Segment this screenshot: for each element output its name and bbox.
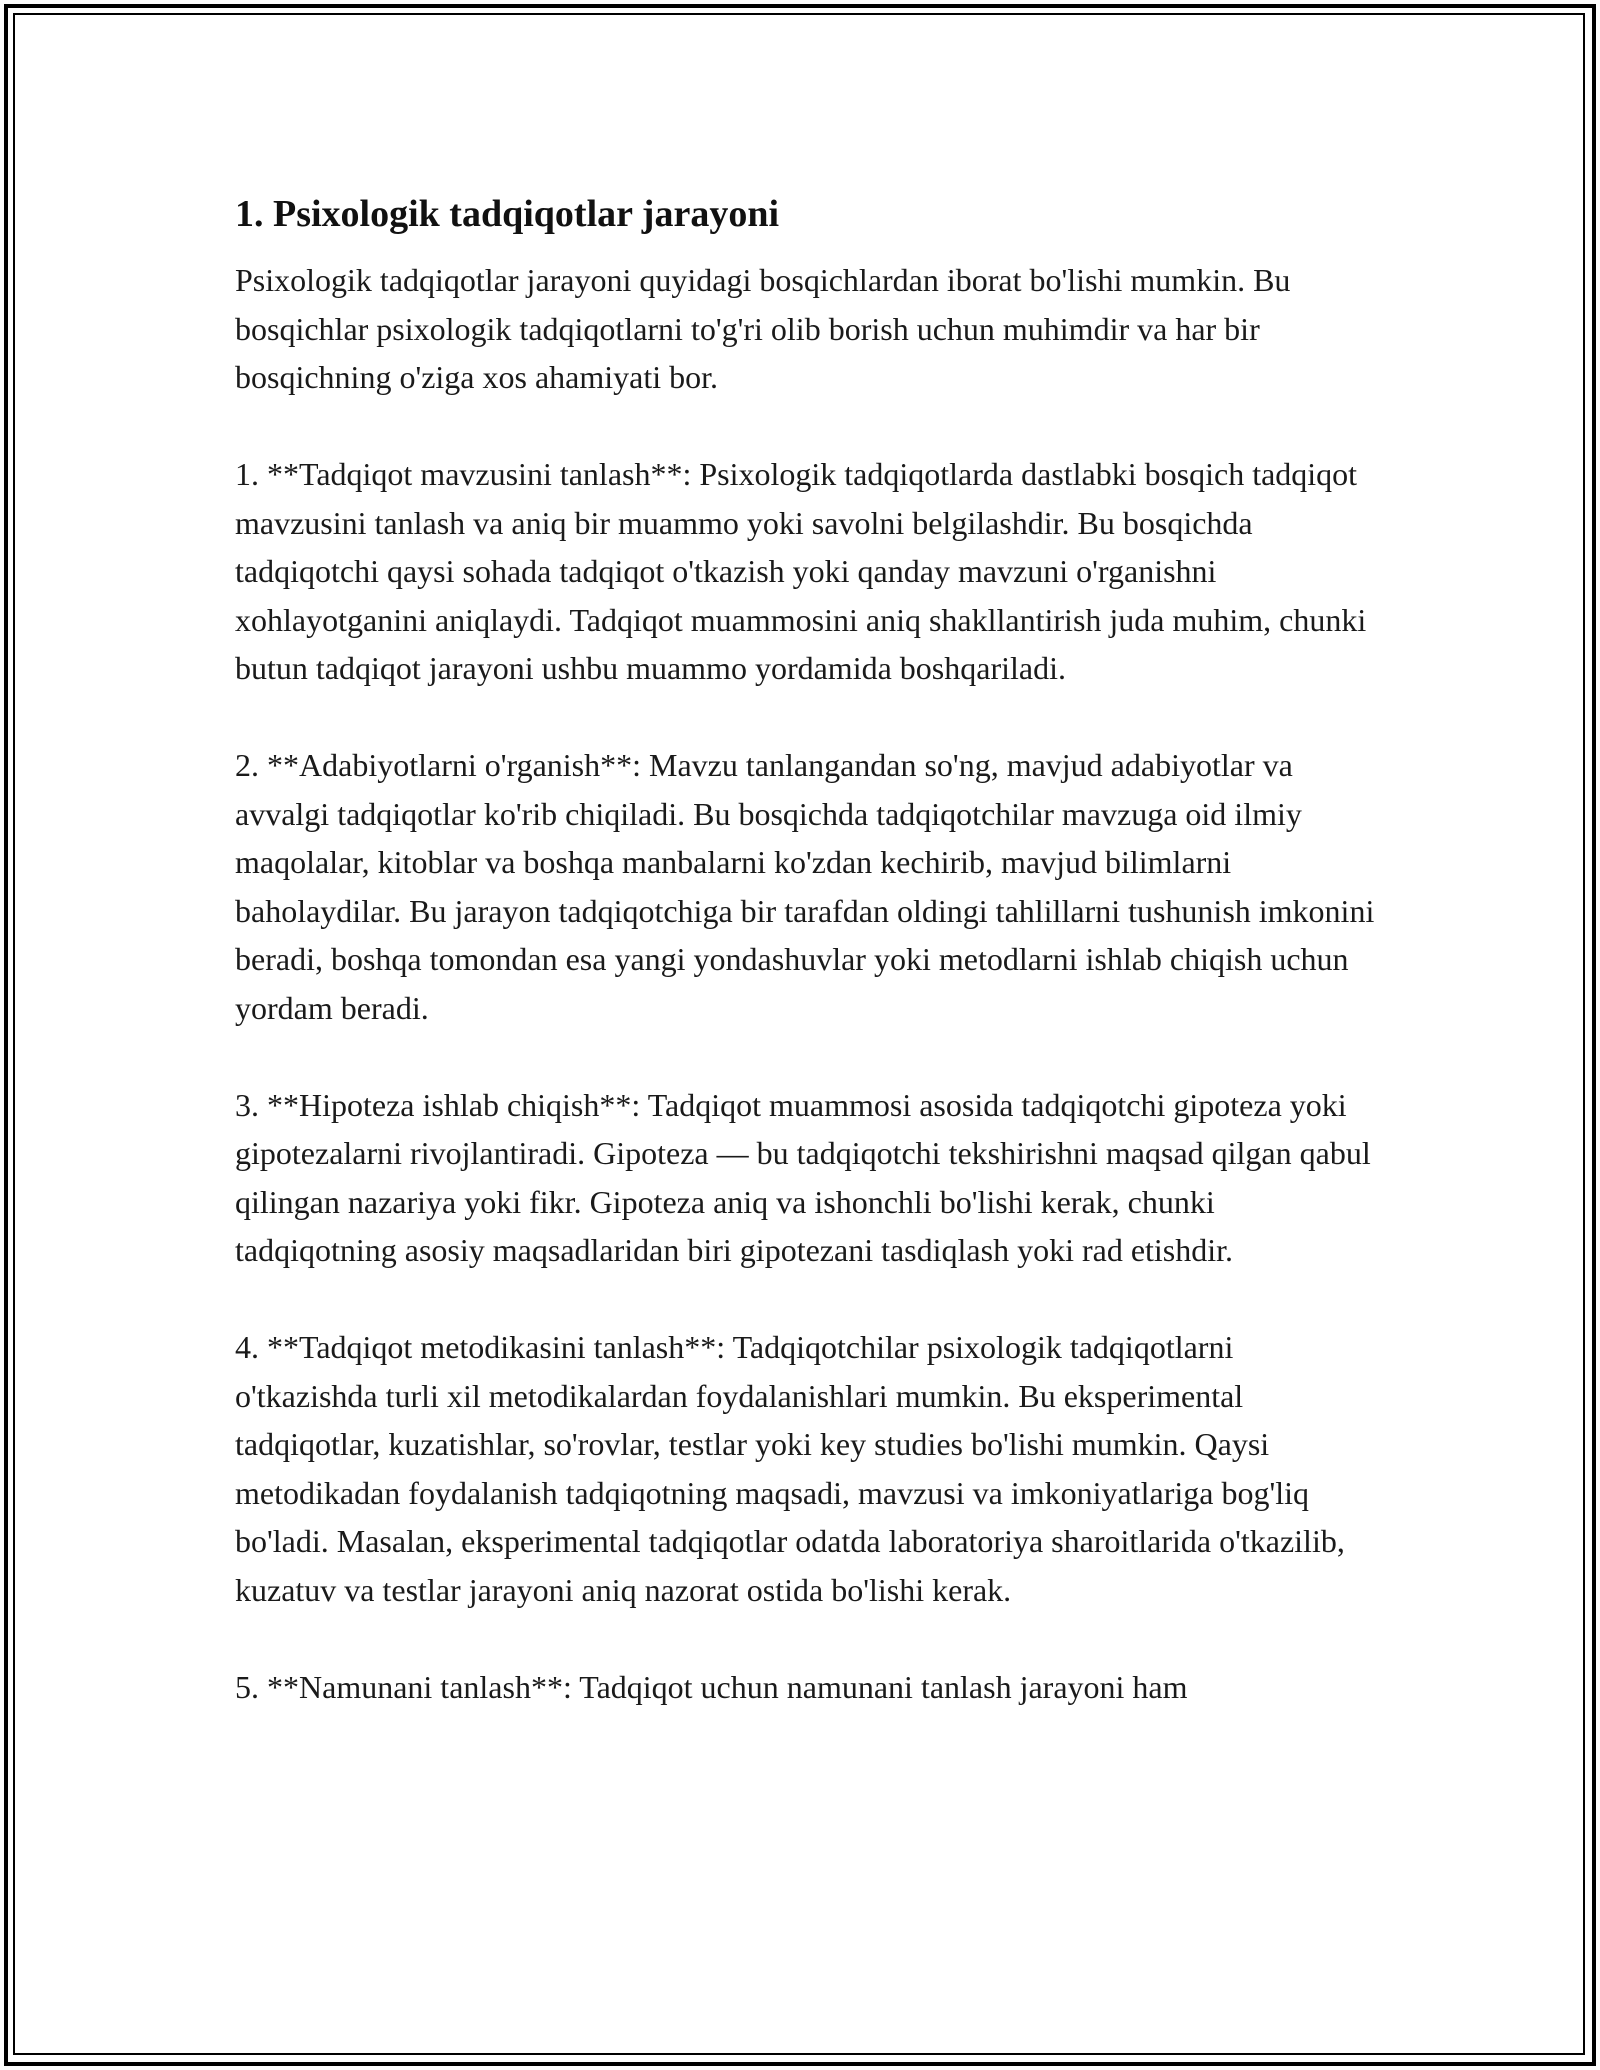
document-title: 1. Psixologik tadqiqotlar jarayoni bbox=[235, 193, 780, 235]
step-3-paragraph: 3. **Hipoteza ishlab chiqish**: Tadqiqot muammosi asosida tadqiqotchi gipoteza yoki gipotezalarni rivojlantiradi. Gipoteza — bu tadqiqotchi tekshirishni maqsad qilgan qabul qilingan nazariya yoki fikr. Gipoteza aniq va ishonchli bo'lishi kerak, chunki tadqiqotning asosiy maqsadlaridan biri gipotezani tasdiqlash yoki rad etishdir. bbox=[235, 1086, 1371, 1268]
step-1-paragraph: 1. **Tadqiqot mavzusini tanlash**: Psixologik tadqiqotlarda dastlabki bosqich tadqiqot mavzusini tanlash va aniq bir muammo yoki savolni belgilashdir. Bu bosqichda tadqiqotchi qaysi sohada tadqiqot o'tkazish yoki qanday mavzuni o'rganishni xohlayotganini aniqlaydi. Tadqiqot muammosini aniq shakllantirish juda muhim, chunki butun tadqiqot jarayoni ushbu muammo yordamida boshqariladi. bbox=[235, 456, 1367, 686]
intro-paragraph: Psixologik tadqiqotlar jarayoni quyidagi bosqichlardan iborat bo'lishi mumkin. Bu bosqichlar psixologik tadqiqotlarni to'g'ri olib borish uchun muhimdir va har bir bosqichning o'ziga xos ahamiyati bor. bbox=[235, 262, 1291, 395]
step-2-paragraph: 2. **Adabiyotlarni o'rganish**: Mavzu tanlangandan so'ng, mavjud adabiyotlar va avvalgi tadqiqotlar ko'rib chiqiladi. Bu bosqichda tadqiqotchilar mavzuga oid ilmiy maqolalar, kitoblar va boshqa manbalarni ko'zdan kechirib, mavjud bilimlarni baholaydilar. Bu jarayon tadqiqotchiga bir tarafdan oldingi tahlillarni tushunish imkonini beradi, boshqa tomondan esa yangi yondashuvlar yoki metodlarni ishlab chiqish uchun yordam beradi. bbox=[235, 747, 1375, 1026]
document-body bbox=[235, 186, 1375, 1760]
step-5-paragraph: 5. **Namunani tanlash**: Tadqiqot uchun namunani tanlash jarayoni ham bbox=[235, 1668, 1188, 1705]
step-4-paragraph: 4. **Tadqiqot metodikasini tanlash**: Tadqiqotchilar psixologik tadqiqotlarni o'tkazishda turli xil metodikalardan foydalanishlari mumkin. Bu eksperimental tadqiqotlar, kuzatishlar, so'rovlar, testlar yoki key studies bo'lishi mumkin. Qaysi metodikadan foydalanish tadqiqotning maqsadi, mavzusi va imkoniyatlariga bog'liq bo'ladi. Masalan, eksperimental tadqiqotlar odatda laboratoriya sharoitlarida o'tkazilib, kuzatuv va testlar jarayoni aniq nazorat ostida bo'lishi kerak. bbox=[235, 1329, 1345, 1608]
